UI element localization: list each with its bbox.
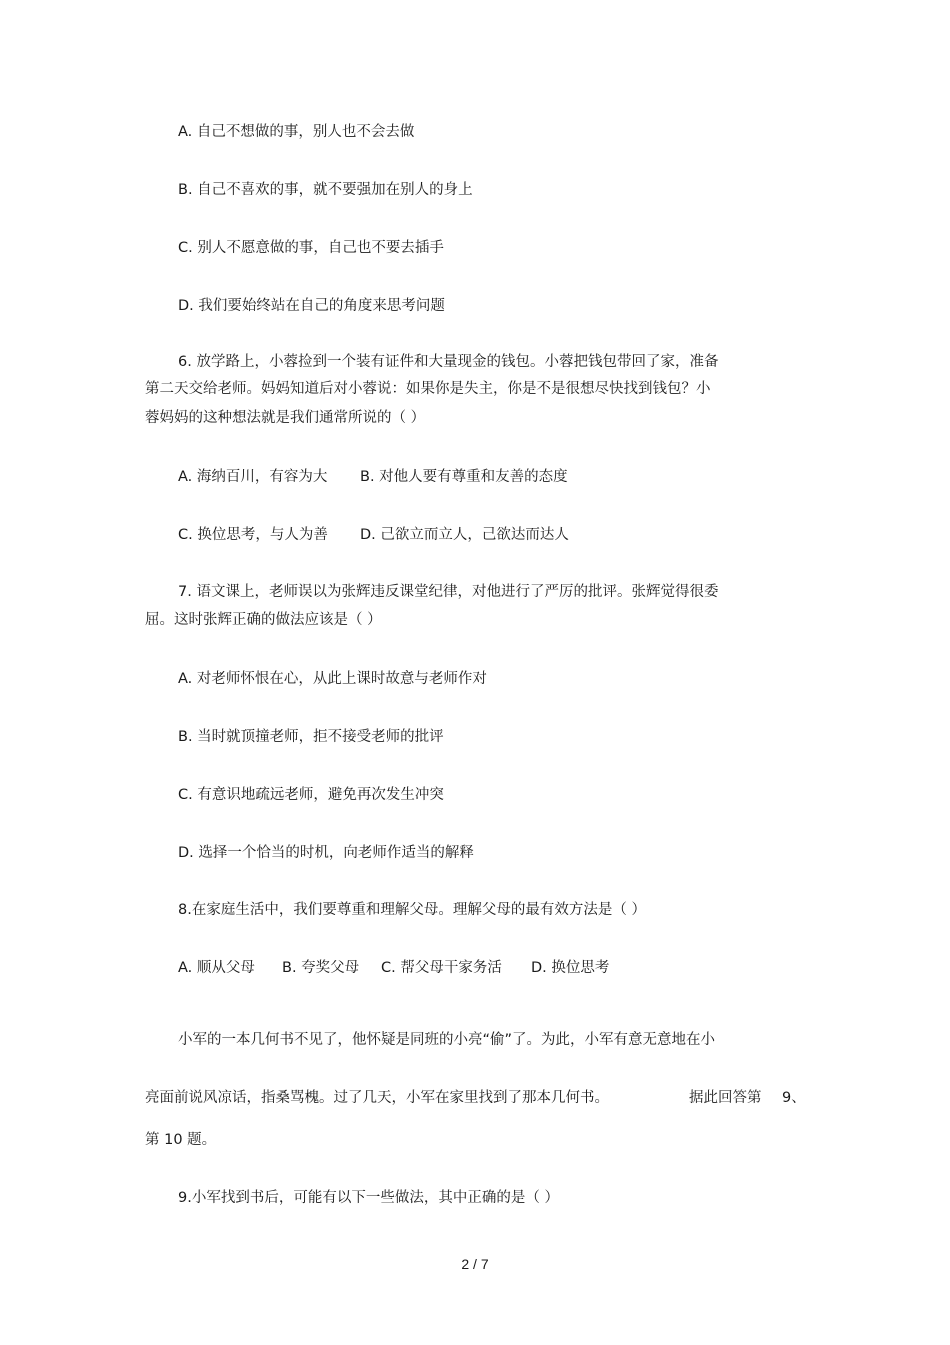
q7-option-c: C. 有意识地疏远老师，避免再次发生冲突 (178, 787, 444, 803)
q6-option-b: B. 对他人要有尊重和友善的态度 (360, 469, 568, 485)
page-number: 2 / 7 (461, 1256, 489, 1272)
q5-option-a: A. 自己不想做的事，别人也不会去做 (178, 124, 415, 140)
passage-line-2: 亮面前说风凉话，指桑骂槐。过了几天，小军在家里找到了那本几何书。 (145, 1090, 609, 1106)
q9-stem: 9.小军找到书后，可能有以下一些做法，其中正确的是（ ） (178, 1190, 559, 1206)
q6-option-d: D. 己欲立而立人，己欲达而达人 (360, 527, 569, 543)
q5-option-d: D. 我们要始终站在自己的角度来思考问题 (178, 298, 445, 314)
q8-option-d: D. 换位思考 (531, 960, 610, 976)
q7-option-a: A. 对老师怀恨在心，从此上课时故意与老师作对 (178, 671, 487, 687)
passage-line-2-number: 9、 (782, 1090, 806, 1106)
q8-stem: 8.在家庭生活中，我们要尊重和理解父母。理解父母的最有效方法是（ ） (178, 902, 646, 918)
q5-option-b: B. 自己不喜欢的事，就不要强加在别人的身上 (178, 182, 473, 198)
q7-option-d: D. 选择一个恰当的时机，向老师作适当的解释 (178, 845, 474, 861)
q6-option-c: C. 换位思考，与人为善 (178, 527, 328, 543)
q5-option-c: C. 别人不愿意做的事，自己也不要去插手 (178, 240, 444, 256)
q7-option-b: B. 当时就顶撞老师，拒不接受老师的批评 (178, 729, 444, 745)
q6-stem-line-1: 6. 放学路上，小蓉捡到一个装有证件和大量现金的钱包。小蓉把钱包带回了家，准备 (178, 354, 719, 370)
q6-stem-line-2: 第二天交给老师。妈妈知道后对小蓉说：如果你是失主，你是不是很想尽快找到钱包？小 (145, 381, 711, 397)
q8-option-a: A. 顺从父母 (178, 960, 255, 976)
q6-option-a: A. 海纳百川，有容为大 (178, 469, 328, 485)
q7-stem-line-2: 屈。这时张辉正确的做法应该是（ ） (145, 612, 382, 628)
q6-stem-line-3: 蓉妈妈的这种想法就是我们通常所说的（ ） (145, 410, 426, 426)
passage-line-3: 第 10 题。 (145, 1132, 217, 1148)
q8-option-c: C. 帮父母干家务活 (381, 960, 502, 976)
passage-line-1: 小军的一本几何书不见了，他怀疑是同班的小亮“偷”了。为此，小军有意无意地在小 (178, 1032, 716, 1048)
q7-stem-line-1: 7. 语文课上，老师误以为张辉违反课堂纪律，对他进行了严厉的批评。张辉觉得很委 (178, 584, 719, 600)
q8-option-b: B. 夸奖父母 (282, 960, 360, 976)
passage-line-2-tail: 据此回答第 (689, 1090, 762, 1106)
